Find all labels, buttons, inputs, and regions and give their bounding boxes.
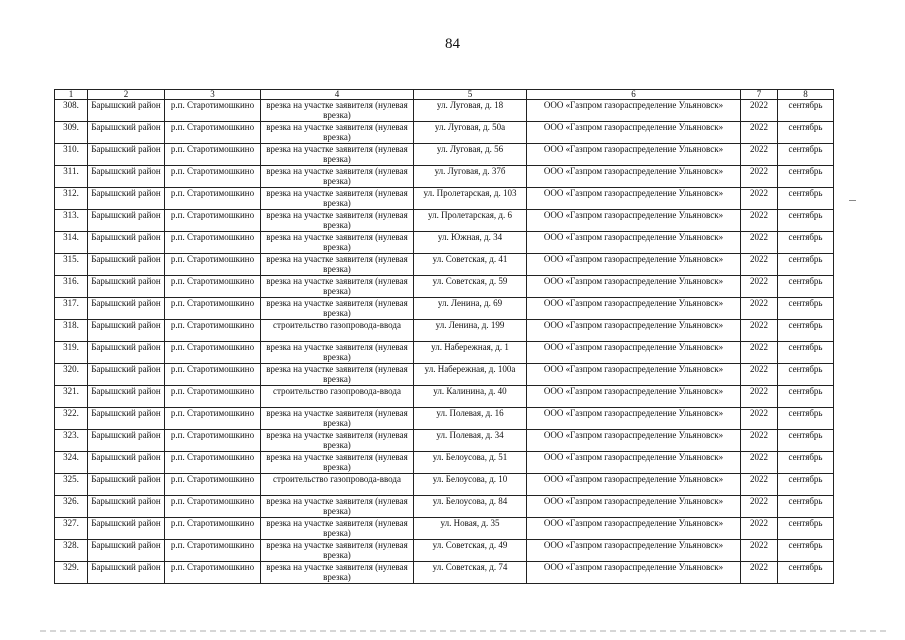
table-row bbox=[55, 540, 834, 562]
table-body bbox=[55, 100, 834, 584]
month-cell: сентябрь bbox=[778, 144, 834, 166]
work-type-cell: врезка на участке заявителя (нулевая врезка) bbox=[261, 298, 414, 320]
row-number: 326. bbox=[55, 496, 88, 518]
work-type-cell: врезка на участке заявителя (нулевая врезка) bbox=[261, 276, 414, 298]
organization-cell: ООО «Газпром газораспределение Ульяновск» bbox=[527, 320, 741, 342]
settlement-cell: р.п. Старотимошкино bbox=[165, 342, 261, 364]
month-cell: сентябрь bbox=[778, 276, 834, 298]
work-type-cell: врезка на участке заявителя (нулевая врезка) bbox=[261, 408, 414, 430]
address-cell: ул. Набережная, д. 100а bbox=[414, 364, 527, 386]
address-cell: ул. Белоусова, д. 84 bbox=[414, 496, 527, 518]
row-number: 310. bbox=[55, 144, 88, 166]
address-cell: ул. Луговая, д. 37б bbox=[414, 166, 527, 188]
year-cell: 2022 bbox=[741, 254, 778, 276]
address-cell: ул. Белоусова, д. 10 bbox=[414, 474, 527, 496]
year-cell: 2022 bbox=[741, 452, 778, 474]
district-cell: Барышский район bbox=[88, 166, 165, 188]
table-row bbox=[55, 298, 834, 320]
year-cell: 2022 bbox=[741, 496, 778, 518]
organization-cell: ООО «Газпром газораспределение Ульяновск» bbox=[527, 364, 741, 386]
settlement-cell: р.п. Старотимошкино bbox=[165, 100, 261, 122]
district-cell: Барышский район bbox=[88, 474, 165, 496]
district-cell: Барышский район bbox=[88, 188, 165, 210]
table-row bbox=[55, 144, 834, 166]
organization-cell: ООО «Газпром газораспределение Ульяновск» bbox=[527, 386, 741, 408]
row-number: 309. bbox=[55, 122, 88, 144]
organization-cell: ООО «Газпром газораспределение Ульяновск» bbox=[527, 232, 741, 254]
gas-connection-table bbox=[54, 89, 834, 584]
organization-cell: ООО «Газпром газораспределение Ульяновск» bbox=[527, 408, 741, 430]
header-row bbox=[55, 90, 834, 100]
year-cell: 2022 bbox=[741, 364, 778, 386]
row-number: 324. bbox=[55, 452, 88, 474]
address-cell: ул. Южная, д. 34 bbox=[414, 232, 527, 254]
year-cell: 2022 bbox=[741, 320, 778, 342]
organization-cell: ООО «Газпром газораспределение Ульяновск» bbox=[527, 474, 741, 496]
row-number: 312. bbox=[55, 188, 88, 210]
district-cell: Барышский район bbox=[88, 122, 165, 144]
organization-cell: ООО «Газпром газораспределение Ульяновск» bbox=[527, 298, 741, 320]
district-cell: Барышский район bbox=[88, 540, 165, 562]
table-row bbox=[55, 232, 834, 254]
organization-cell: ООО «Газпром газораспределение Ульяновск» bbox=[527, 276, 741, 298]
district-cell: Барышский район bbox=[88, 518, 165, 540]
work-type-cell: врезка на участке заявителя (нулевая врезка) bbox=[261, 188, 414, 210]
column-header: 5 bbox=[414, 90, 527, 100]
settlement-cell: р.п. Старотимошкино bbox=[165, 562, 261, 584]
work-type-cell: врезка на участке заявителя (нулевая врезка) bbox=[261, 496, 414, 518]
row-number: 313. bbox=[55, 210, 88, 232]
settlement-cell: р.п. Старотимошкино bbox=[165, 496, 261, 518]
table-row bbox=[55, 364, 834, 386]
district-cell: Барышский район bbox=[88, 408, 165, 430]
work-type-cell: врезка на участке заявителя (нулевая врезка) bbox=[261, 122, 414, 144]
column-header: 4 bbox=[261, 90, 414, 100]
column-header: 7 bbox=[741, 90, 778, 100]
table-header bbox=[55, 90, 834, 100]
year-cell: 2022 bbox=[741, 144, 778, 166]
month-cell: сентябрь bbox=[778, 210, 834, 232]
organization-cell: ООО «Газпром газораспределение Ульяновск» bbox=[527, 430, 741, 452]
table-row bbox=[55, 276, 834, 298]
row-number: 325. bbox=[55, 474, 88, 496]
column-header: 6 bbox=[527, 90, 741, 100]
year-cell: 2022 bbox=[741, 540, 778, 562]
table-row bbox=[55, 210, 834, 232]
organization-cell: ООО «Газпром газораспределение Ульяновск» bbox=[527, 496, 741, 518]
district-cell: Барышский район bbox=[88, 144, 165, 166]
month-cell: сентябрь bbox=[778, 122, 834, 144]
organization-cell: ООО «Газпром газораспределение Ульяновск» bbox=[527, 452, 741, 474]
district-cell: Барышский район bbox=[88, 430, 165, 452]
district-cell: Барышский район bbox=[88, 452, 165, 474]
column-header: 2 bbox=[88, 90, 165, 100]
row-number: 311. bbox=[55, 166, 88, 188]
year-cell: 2022 bbox=[741, 562, 778, 584]
settlement-cell: р.п. Старотимошкино bbox=[165, 210, 261, 232]
column-header: 8 bbox=[778, 90, 834, 100]
work-type-cell: врезка на участке заявителя (нулевая врезка) bbox=[261, 430, 414, 452]
year-cell: 2022 bbox=[741, 342, 778, 364]
table-row bbox=[55, 188, 834, 210]
month-cell: сентябрь bbox=[778, 518, 834, 540]
work-type-cell: строительство газопровода-ввода bbox=[261, 386, 414, 408]
month-cell: сентябрь bbox=[778, 320, 834, 342]
district-cell: Барышский район bbox=[88, 562, 165, 584]
table-row bbox=[55, 320, 834, 342]
address-cell: ул. Новая, д. 35 bbox=[414, 518, 527, 540]
year-cell: 2022 bbox=[741, 100, 778, 122]
address-cell: ул. Луговая, д. 56 bbox=[414, 144, 527, 166]
work-type-cell: врезка на участке заявителя (нулевая врезка) bbox=[261, 210, 414, 232]
month-cell: сентябрь bbox=[778, 540, 834, 562]
year-cell: 2022 bbox=[741, 474, 778, 496]
district-cell: Барышский район bbox=[88, 100, 165, 122]
table-row bbox=[55, 408, 834, 430]
address-cell: ул. Полевая, д. 16 bbox=[414, 408, 527, 430]
scan-edge-artifact bbox=[40, 630, 890, 632]
table-row bbox=[55, 452, 834, 474]
settlement-cell: р.п. Старотимошкино bbox=[165, 364, 261, 386]
table-row bbox=[55, 254, 834, 276]
settlement-cell: р.п. Старотимошкино bbox=[165, 540, 261, 562]
settlement-cell: р.п. Старотимошкино bbox=[165, 122, 261, 144]
work-type-cell: врезка на участке заявителя (нулевая врезка) bbox=[261, 144, 414, 166]
address-cell: ул. Ленина, д. 69 bbox=[414, 298, 527, 320]
year-cell: 2022 bbox=[741, 188, 778, 210]
margin-mark bbox=[849, 200, 856, 201]
organization-cell: ООО «Газпром газораспределение Ульяновск» bbox=[527, 144, 741, 166]
work-type-cell: врезка на участке заявителя (нулевая врезка) bbox=[261, 364, 414, 386]
settlement-cell: р.п. Старотимошкино bbox=[165, 452, 261, 474]
table-row bbox=[55, 166, 834, 188]
page-number: 84 bbox=[445, 36, 460, 52]
year-cell: 2022 bbox=[741, 430, 778, 452]
settlement-cell: р.п. Старотимошкино bbox=[165, 430, 261, 452]
year-cell: 2022 bbox=[741, 232, 778, 254]
table-row bbox=[55, 342, 834, 364]
row-number: 314. bbox=[55, 232, 88, 254]
address-cell: ул. Пролетарская, д. 6 bbox=[414, 210, 527, 232]
year-cell: 2022 bbox=[741, 518, 778, 540]
work-type-cell: врезка на участке заявителя (нулевая врезка) bbox=[261, 452, 414, 474]
organization-cell: ООО «Газпром газораспределение Ульяновск» bbox=[527, 540, 741, 562]
settlement-cell: р.п. Старотимошкино bbox=[165, 320, 261, 342]
district-cell: Барышский район bbox=[88, 364, 165, 386]
year-cell: 2022 bbox=[741, 210, 778, 232]
row-number: 320. bbox=[55, 364, 88, 386]
organization-cell: ООО «Газпром газораспределение Ульяновск» bbox=[527, 210, 741, 232]
settlement-cell: р.п. Старотимошкино bbox=[165, 298, 261, 320]
month-cell: сентябрь bbox=[778, 496, 834, 518]
address-cell: ул. Набережная, д. 1 bbox=[414, 342, 527, 364]
row-number: 323. bbox=[55, 430, 88, 452]
work-type-cell: строительство газопровода-ввода bbox=[261, 474, 414, 496]
address-cell: ул. Пролетарская, д. 103 bbox=[414, 188, 527, 210]
settlement-cell: р.п. Старотимошкино bbox=[165, 408, 261, 430]
district-cell: Барышский район bbox=[88, 232, 165, 254]
table-row bbox=[55, 518, 834, 540]
table-row bbox=[55, 562, 834, 584]
address-cell: ул. Советская, д. 59 bbox=[414, 276, 527, 298]
address-cell: ул. Луговая, д. 50а bbox=[414, 122, 527, 144]
district-cell: Барышский район bbox=[88, 496, 165, 518]
row-number: 322. bbox=[55, 408, 88, 430]
table-row bbox=[55, 430, 834, 452]
table-row bbox=[55, 496, 834, 518]
row-number: 316. bbox=[55, 276, 88, 298]
month-cell: сентябрь bbox=[778, 452, 834, 474]
work-type-cell: строительство газопровода-ввода bbox=[261, 320, 414, 342]
district-cell: Барышский район bbox=[88, 298, 165, 320]
month-cell: сентябрь bbox=[778, 100, 834, 122]
address-cell: ул. Белоусова, д. 51 bbox=[414, 452, 527, 474]
month-cell: сентябрь bbox=[778, 408, 834, 430]
organization-cell: ООО «Газпром газораспределение Ульяновск» bbox=[527, 188, 741, 210]
settlement-cell: р.п. Старотимошкино bbox=[165, 232, 261, 254]
district-cell: Барышский район bbox=[88, 320, 165, 342]
row-number: 317. bbox=[55, 298, 88, 320]
address-cell: ул. Советская, д. 49 bbox=[414, 540, 527, 562]
district-cell: Барышский район bbox=[88, 276, 165, 298]
row-number: 308. bbox=[55, 100, 88, 122]
month-cell: сентябрь bbox=[778, 166, 834, 188]
row-number: 327. bbox=[55, 518, 88, 540]
year-cell: 2022 bbox=[741, 408, 778, 430]
year-cell: 2022 bbox=[741, 122, 778, 144]
work-type-cell: врезка на участке заявителя (нулевая врезка) bbox=[261, 342, 414, 364]
year-cell: 2022 bbox=[741, 298, 778, 320]
address-cell: ул. Полевая, д. 34 bbox=[414, 430, 527, 452]
column-header: 1 bbox=[55, 90, 88, 100]
table-row bbox=[55, 386, 834, 408]
month-cell: сентябрь bbox=[778, 232, 834, 254]
settlement-cell: р.п. Старотимошкино bbox=[165, 254, 261, 276]
organization-cell: ООО «Газпром газораспределение Ульяновск» bbox=[527, 518, 741, 540]
settlement-cell: р.п. Старотимошкино bbox=[165, 188, 261, 210]
work-type-cell: врезка на участке заявителя (нулевая врезка) bbox=[261, 166, 414, 188]
table-row bbox=[55, 474, 834, 496]
work-type-cell: врезка на участке заявителя (нулевая врезка) bbox=[261, 254, 414, 276]
organization-cell: ООО «Газпром газораспределение Ульяновск» bbox=[527, 562, 741, 584]
month-cell: сентябрь bbox=[778, 254, 834, 276]
address-cell: ул. Калинина, д. 40 bbox=[414, 386, 527, 408]
district-cell: Барышский район bbox=[88, 386, 165, 408]
month-cell: сентябрь bbox=[778, 386, 834, 408]
row-number: 318. bbox=[55, 320, 88, 342]
district-cell: Барышский район bbox=[88, 210, 165, 232]
address-cell: ул. Луговая, д. 18 bbox=[414, 100, 527, 122]
year-cell: 2022 bbox=[741, 166, 778, 188]
work-type-cell: врезка на участке заявителя (нулевая врезка) bbox=[261, 100, 414, 122]
month-cell: сентябрь bbox=[778, 562, 834, 584]
month-cell: сентябрь bbox=[778, 298, 834, 320]
month-cell: сентябрь bbox=[778, 364, 834, 386]
row-number: 319. bbox=[55, 342, 88, 364]
organization-cell: ООО «Газпром газораспределение Ульяновск» bbox=[527, 254, 741, 276]
address-cell: ул. Советская, д. 41 bbox=[414, 254, 527, 276]
organization-cell: ООО «Газпром газораспределение Ульяновск» bbox=[527, 166, 741, 188]
work-type-cell: врезка на участке заявителя (нулевая врезка) bbox=[261, 540, 414, 562]
row-number: 321. bbox=[55, 386, 88, 408]
year-cell: 2022 bbox=[741, 276, 778, 298]
month-cell: сентябрь bbox=[778, 474, 834, 496]
work-type-cell: врезка на участке заявителя (нулевая врезка) bbox=[261, 232, 414, 254]
address-cell: ул. Советская, д. 74 bbox=[414, 562, 527, 584]
row-number: 328. bbox=[55, 540, 88, 562]
month-cell: сентябрь bbox=[778, 188, 834, 210]
settlement-cell: р.п. Старотимошкино bbox=[165, 386, 261, 408]
work-type-cell: врезка на участке заявителя (нулевая врезка) bbox=[261, 518, 414, 540]
month-cell: сентябрь bbox=[778, 430, 834, 452]
work-type-cell: врезка на участке заявителя (нулевая врезка) bbox=[261, 562, 414, 584]
district-cell: Барышский район bbox=[88, 342, 165, 364]
table-row bbox=[55, 100, 834, 122]
table-row bbox=[55, 122, 834, 144]
row-number: 315. bbox=[55, 254, 88, 276]
district-cell: Барышский район bbox=[88, 254, 165, 276]
settlement-cell: р.п. Старотимошкино bbox=[165, 144, 261, 166]
row-number: 329. bbox=[55, 562, 88, 584]
month-cell: сентябрь bbox=[778, 342, 834, 364]
column-header: 3 bbox=[165, 90, 261, 100]
settlement-cell: р.п. Старотимошкино bbox=[165, 276, 261, 298]
organization-cell: ООО «Газпром газораспределение Ульяновск» bbox=[527, 342, 741, 364]
organization-cell: ООО «Газпром газораспределение Ульяновск» bbox=[527, 122, 741, 144]
settlement-cell: р.п. Старотимошкино bbox=[165, 474, 261, 496]
year-cell: 2022 bbox=[741, 386, 778, 408]
settlement-cell: р.п. Старотимошкино bbox=[165, 166, 261, 188]
organization-cell: ООО «Газпром газораспределение Ульяновск» bbox=[527, 100, 741, 122]
address-cell: ул. Ленина, д. 199 bbox=[414, 320, 527, 342]
settlement-cell: р.п. Старотимошкино bbox=[165, 518, 261, 540]
